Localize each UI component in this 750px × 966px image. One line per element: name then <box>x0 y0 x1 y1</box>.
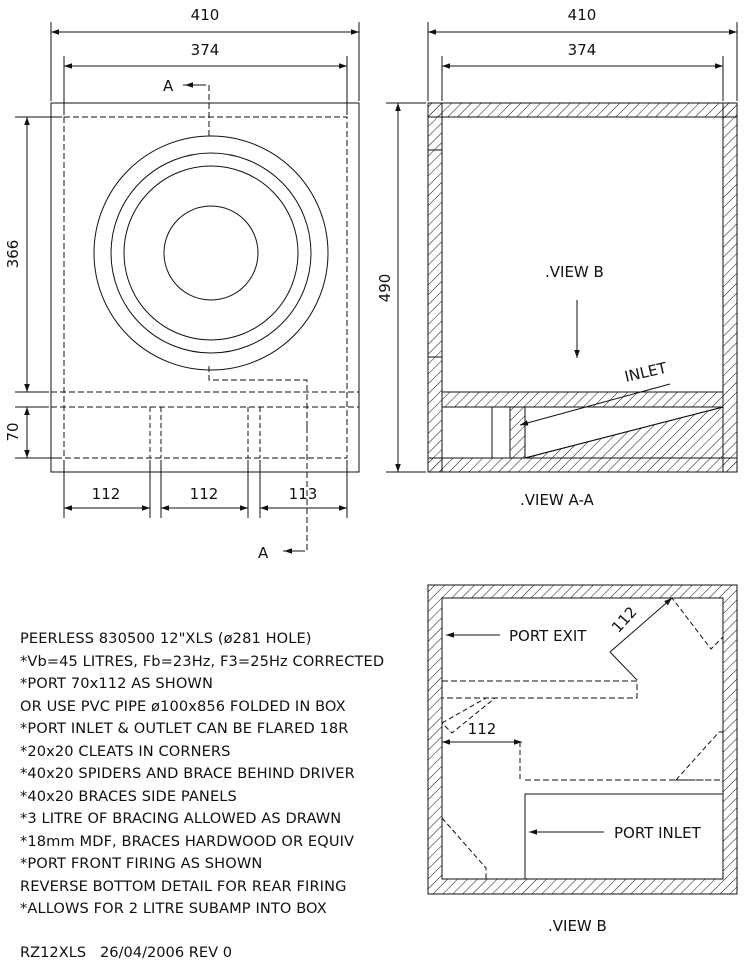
dim-b-diag: 112 <box>608 602 641 637</box>
section-mark-a-bottom: A <box>258 544 269 562</box>
note-line: *40x20 SPIDERS AND BRACE BEHIND DRIVER <box>20 765 355 782</box>
note-line: *3 LITRE OF BRACING ALLOWED AS DRAWN <box>20 810 342 827</box>
section-mark-a-top: A <box>163 77 174 95</box>
dim-driver-height: 366 <box>4 239 22 269</box>
note-line: *Vb=45 LITRES, Fb=23Hz, F3=25Hz CORRECTED <box>20 652 385 670</box>
note-line: *18mm MDF, BRACES HARDWOOD OR EQUIV <box>20 832 355 850</box>
note-line: *ALLOWS FOR 2 LITRE SUBAMP INTO BOX <box>20 900 327 917</box>
dim-aa-overall-width: 410 <box>567 6 597 24</box>
view-b-caption: .VIEW B <box>548 917 607 935</box>
dim-port-height: 70 <box>4 422 22 442</box>
note-line: OR USE PVC PIPE ø100x856 FOLDED IN BOX <box>20 697 346 715</box>
inlet-label: INLET <box>622 358 669 386</box>
view-aa <box>428 103 737 472</box>
section-line-aa <box>183 85 307 551</box>
driver-outline <box>94 136 328 370</box>
front-view <box>51 85 359 551</box>
build-notes <box>20 628 384 921</box>
front-dimensions <box>15 22 359 518</box>
front-panel-outline <box>51 103 359 472</box>
port-exit-label: PORT EXIT <box>509 627 587 645</box>
note-line: *20x20 CLEATS IN CORNERS <box>20 742 231 760</box>
dim-aa-height: 490 <box>376 273 394 303</box>
dim-aa-inner-width: 374 <box>567 41 597 59</box>
dim-port-w3: 113 <box>288 485 318 503</box>
note-line: *PORT FRONT FIRING AS SHOWN <box>20 855 263 872</box>
dim-overall-width: 410 <box>190 6 220 24</box>
port-inlet-label: PORT INLET <box>614 824 701 842</box>
note-line: REVERSE BOTTOM DETAIL FOR REAR FIRING <box>20 877 347 895</box>
dim-port-w2: 112 <box>189 485 219 503</box>
dim-port-w1: 112 <box>91 485 121 503</box>
view-b-pointer-label: .VIEW B <box>545 263 604 281</box>
dim-inner-width: 374 <box>190 41 220 59</box>
dim-b-horiz: 112 <box>467 720 497 738</box>
note-line: *PORT INLET & OUTLET CAN BE FLARED 18R <box>20 720 349 737</box>
note-line: PEERLESS 830500 12"XLS (ø281 HOLE) <box>20 630 312 647</box>
note-line: *40x20 BRACES SIDE PANELS <box>20 787 237 805</box>
view-aa-caption: .VIEW A-A <box>520 491 594 509</box>
title-block: RZ12XLS 26/04/2006 REV 0 <box>20 944 233 961</box>
note-line: *PORT 70x112 AS SHOWN <box>20 675 213 692</box>
